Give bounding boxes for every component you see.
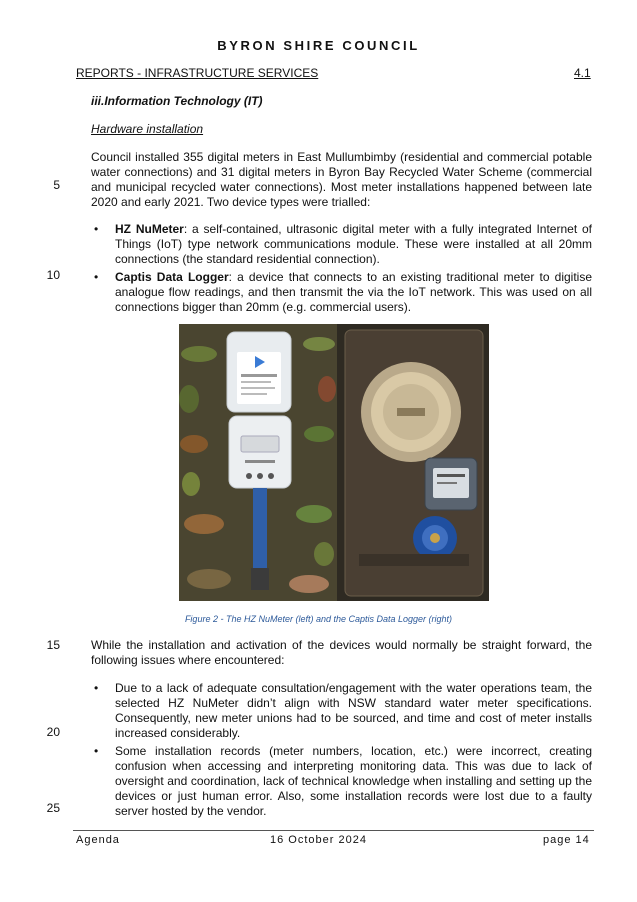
- line-number: 20: [46, 725, 60, 739]
- issues-intro-paragraph: While the installation and activation of the devices would normally be straight forward, the following issues where encountered:: [91, 638, 592, 667]
- section-number: 4.1: [574, 66, 591, 80]
- device-name: Captis Data Logger: [115, 270, 229, 284]
- device-list: [91, 222, 592, 318]
- issues-list: [91, 681, 592, 822]
- footer-date: 16 October 2024: [270, 834, 367, 846]
- figure-caption: Figure 2 - The HZ NuMeter (left) and the Captis Data Logger (right): [184, 614, 453, 624]
- line-number: 10: [46, 268, 60, 282]
- line-number: 25: [46, 801, 60, 815]
- device-item-numeter: • HZ NuMeter: a self-contained, ultrasonic digital meter with a fully integrated Internet of Things (IoT) type network communications module. These were installed at all 20mm connections (the standard residential connection).: [94, 222, 593, 266]
- section-title: REPORTS - INFRASTRUCTURE SERVICES: [76, 66, 319, 80]
- footer-page-number: page 14: [543, 834, 590, 846]
- device-item-captis: • Captis Data Logger: a device that connects to an existing traditional meter to digitise analogue flow readings, and then transmit the via the IoT network. This was used on all connections bigger than 20mm (e.g. commercial users).: [94, 270, 592, 314]
- intro-paragraph: Council installed 355 digital meters in East Mullumbimby (residential and commercial potable water connections) and 31 digital meters in Byron Bay Recycled Water Scheme (commercial and municipal recycled water connections). Most meter installations happened between late 2020 and early 2021. Two device types were trialled:: [91, 150, 592, 209]
- subsection-heading: iii.Information Technology (IT): [91, 94, 263, 108]
- line-number: 5: [53, 178, 60, 192]
- device-desc: : a self-contained, ultrasonic digital meter with a fully integrated Internet of Things (IoT) type network communications module. These were installed at all 20mm connections (the standard residential connection).: [115, 222, 593, 266]
- issue-text: Due to a lack of adequate consultation/engagement with the water operations team, the selected HZ NuMeter didn’t align with NSW standard water meter specifications. Consequently, new meter unions had to be sourced, and time and cost of meter installs increased considerably.: [115, 681, 592, 740]
- line-number: 15: [46, 638, 60, 652]
- footer-divider: [73, 830, 594, 831]
- device-desc: : a device that connects to an existing traditional meter to digitise analogue flow readings, and then transmit the via the IoT network. This was used on all connections bigger than 20mm (e.g. commercial users).: [115, 270, 592, 314]
- meter-photo: [179, 324, 489, 601]
- issue-item: • Due to a lack of adequate consultation/engagement with the water operations team, the selected HZ NuMeter didn’t align with NSW standard water meter specifications. Consequently, new meter unions had to be sourced, and time and cost of meter installs increased considerably.: [94, 681, 592, 740]
- device-name: HZ NuMeter: [115, 222, 184, 236]
- issue-item: • Some installation records (meter numbers, location, etc.) were incorrect, creating confusion when accessing and interpreting monitoring data. This was due to lack of oversight and coordination, lack of technical knowledge when installing and setting up the devices or just human error. Also, some installation records were lost due to a faulty server hosted by the vendor.: [94, 744, 592, 818]
- issue-text: Some installation records (meter numbers, location, etc.) were incorrect, creating confusion when accessing and interpreting monitoring data. This was due to lack of oversight and coordination, lack of technical knowledge when installing and setting up the devices or just human error. Also, some installation records were lost due to a faulty server hosted by the vendor.: [115, 744, 592, 818]
- council-title: BYRON SHIRE COUNCIL: [217, 38, 420, 53]
- hardware-heading: Hardware installation: [91, 122, 204, 136]
- footer-agenda: Agenda: [76, 834, 120, 846]
